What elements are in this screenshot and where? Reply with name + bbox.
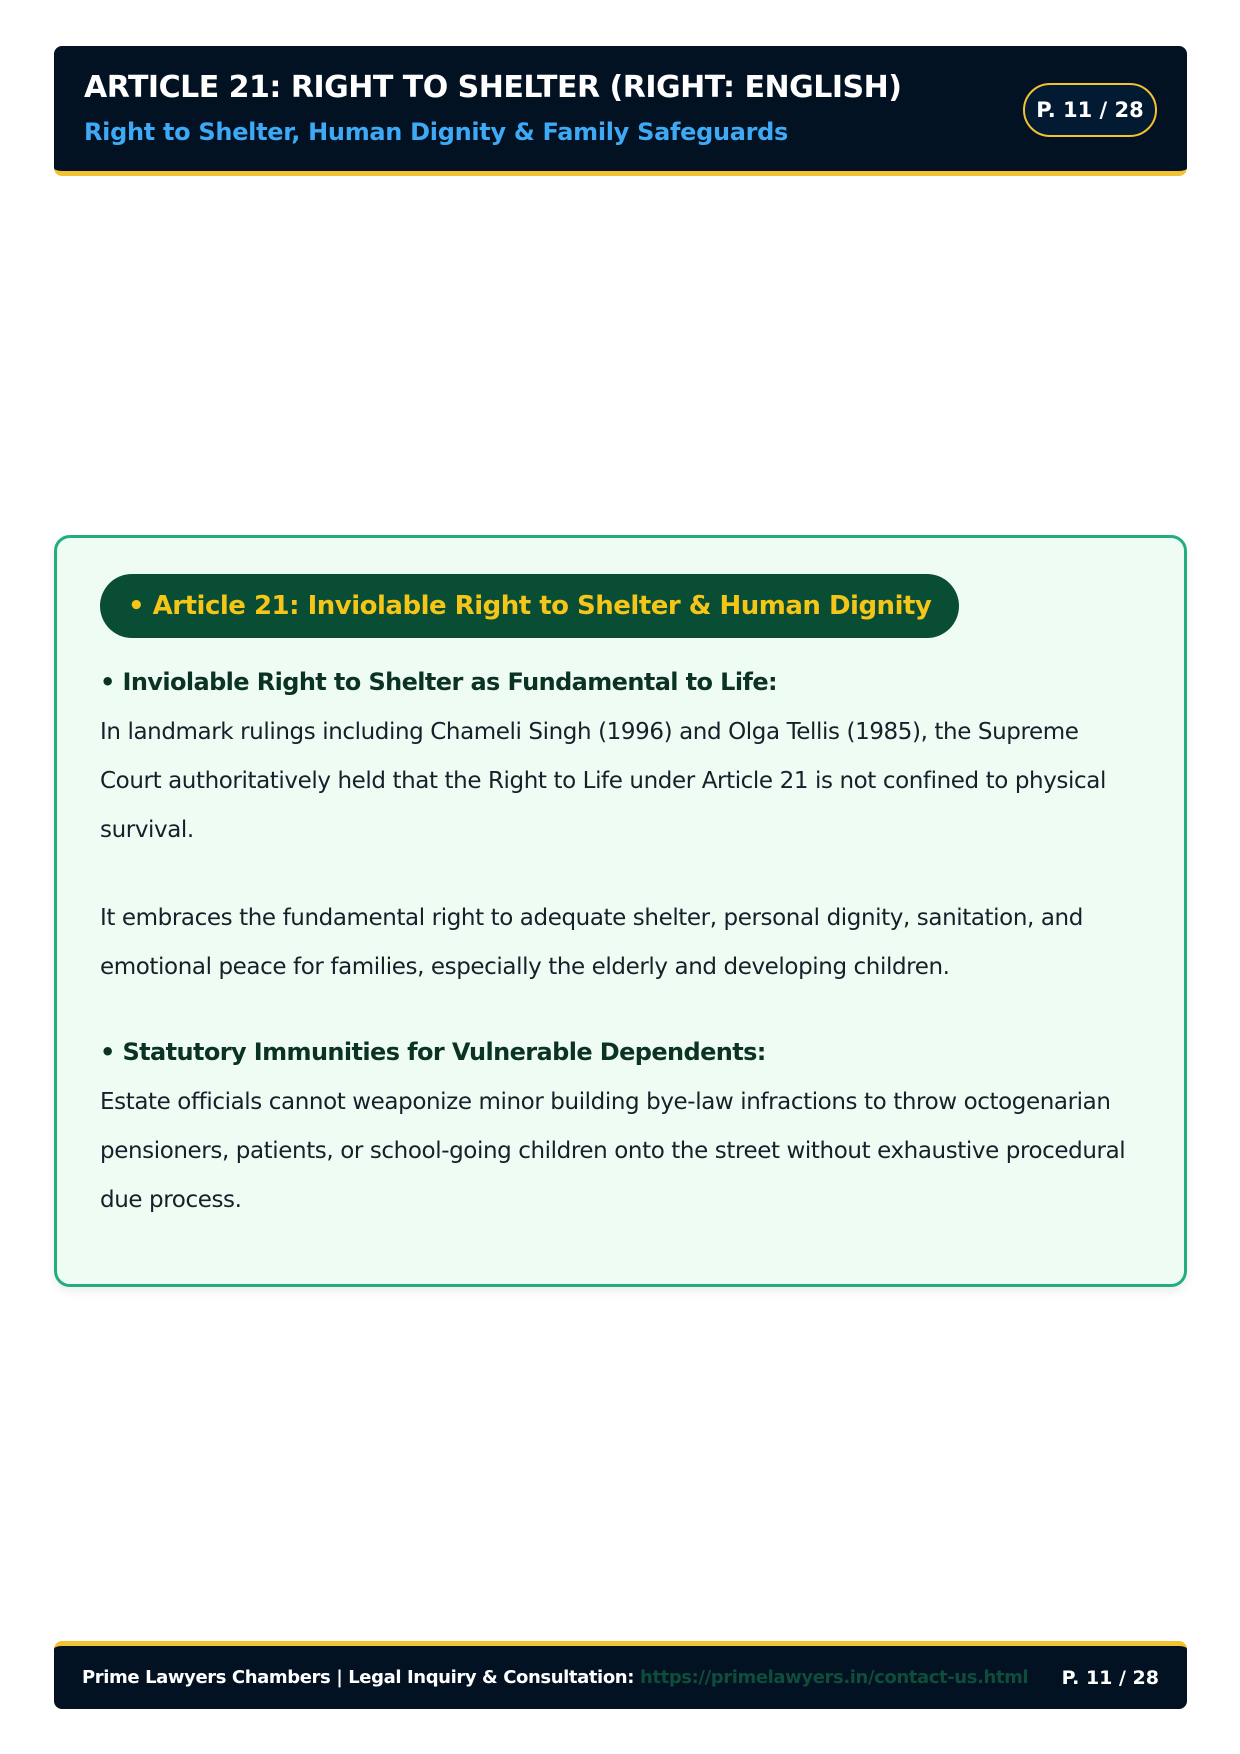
page-subtitle: Right to Shelter, Human Dignity & Family Safeguards: [84, 118, 789, 146]
section-heading-shelter: • Inviolable Right to Shelter as Fundamental to Life:: [100, 668, 778, 696]
page-header: [54, 46, 1187, 176]
page-number-badge: P. 11 / 28: [1023, 83, 1157, 137]
section-heading-immunities: • Statutory Immunities for Vulnerable Dependents:: [100, 1038, 766, 1066]
footer-page-number: P. 11 / 28: [1061, 1666, 1159, 1689]
paragraph-fundamental-right: It embraces the fundamental right to adequate shelter, personal dignity, sanitation, and emotional peace for families, especially the elderly and developing children.: [100, 905, 1083, 980]
footer-label: Prime Lawyers Chambers | Legal Inquiry & Consultation:: [82, 1667, 634, 1688]
page-footer: [54, 1641, 1187, 1709]
footer-contact: [82, 1646, 1028, 1709]
contact-link[interactable]: https://primelawyers.in/contact-us.html: [640, 1667, 1029, 1688]
content-card: [54, 535, 1187, 1287]
paragraph-estate-officials: Estate officials cannot weaponize minor building bye-law infractions to throw octogenarian pensioners, patients, or school-going children onto the street without exhaustive procedural due process.: [100, 1089, 1126, 1213]
card-title-pill: • Article 21: Inviolable Right to Shelter & Human Dignity: [100, 574, 959, 638]
paragraph-landmark-rulings: In landmark rulings including Chameli Singh (1996) and Olga Tellis (1985), the Supreme Court authoritatively held that the Right to Life under Article 21 is not confined to physical survival.: [100, 719, 1106, 843]
page-title: ARTICLE 21: RIGHT TO SHELTER (RIGHT: ENGLISH): [84, 70, 902, 105]
